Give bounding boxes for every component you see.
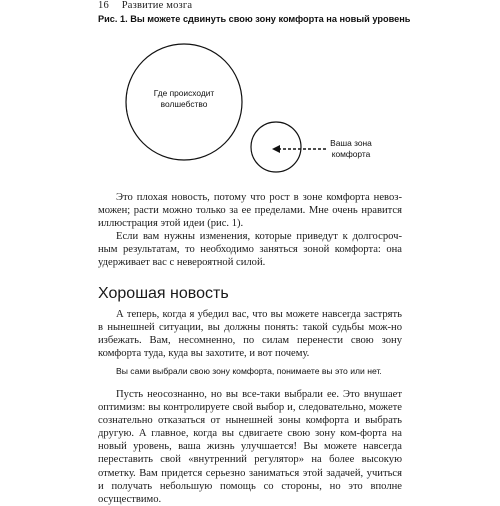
paragraph: Пусть неосознанно, но вы все-таки выбрали ее. Это внушает оптимизм: вы контролируете свой выбор и, следовательно, можете сознательно отказаться от нынешней зоны комфорта и выбрать другую. А главное, когда вы сдвигаете свою зону ком-форта на новый уровень, ваша жизнь улучшается! Вы можете навсегда переставить свой «внутренний регулятор» на более высокую отметку. Вам придется серьезно заниматься этой задачей, учиться и получать небольшую помощь со стороны, но это вполне осуществимо. xyxy=(98,389,402,505)
arrow-head xyxy=(272,145,280,153)
comfort-zone-label: Ваша зона комфорта xyxy=(330,138,372,159)
section-title: Хорошая новость xyxy=(98,285,229,302)
text-block-bottom xyxy=(98,388,402,506)
magic-circle-label: Где происходит волшебство xyxy=(153,88,215,109)
paragraph: Если вам нужны изменения, которые приведут к долгосроч-ным результатам, то необходимо заняться зоной комфорта: она удерживает вас с невероятной силой. xyxy=(98,231,402,269)
text-block-mid xyxy=(98,308,402,360)
pull-quote: Вы сами выбрали свою зону комфорта, понимаете вы это или нет. xyxy=(116,366,382,376)
book-title: Развитие мозга xyxy=(121,0,193,11)
paragraph: А теперь, когда я убедил вас, что вы можете навсегда застрять в нынешней ситуации, вы должны понять: такой судьбы мож-но избежать. Вам, несомненно, по силам перенести свою зону комфорта туда, куда вы захотите, и вот почему. xyxy=(98,309,402,360)
text-block-top xyxy=(98,191,402,270)
page-number: 16 xyxy=(98,0,109,11)
figure-caption: Рис. 1. Вы можете сдвинуть свою зону комфорта на новый уровень xyxy=(98,14,411,24)
paragraph: Это плохая новость, потому что рост в зоне комфорта невоз-можен; расти можно только за ее пределами. Мне очень нравится иллюстрация этой идеи (рис. 1). xyxy=(98,192,402,230)
